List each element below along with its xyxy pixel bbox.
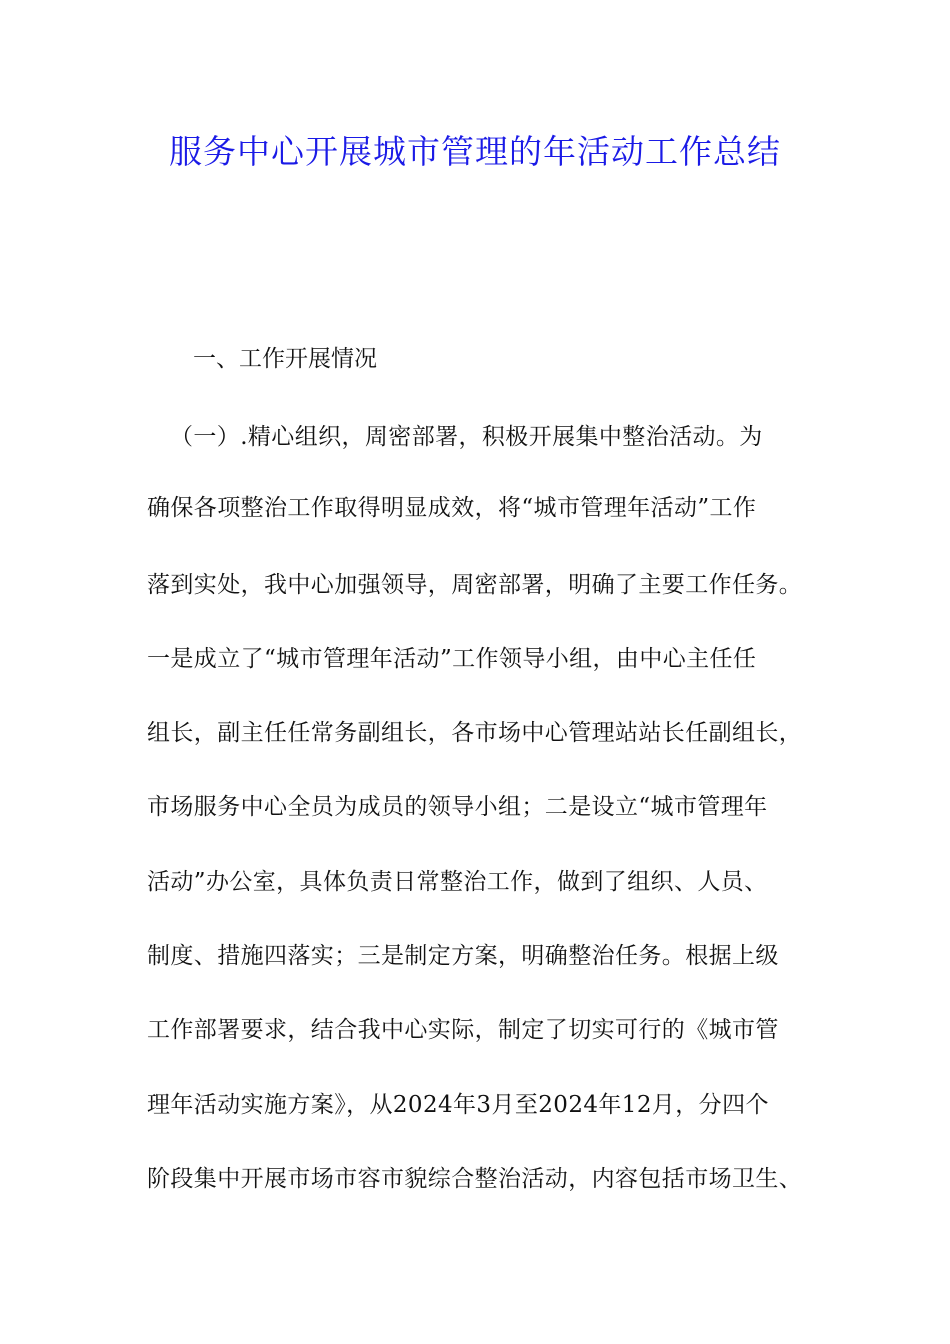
paragraph-line: 活动”办公室，具体负责日常整治工作，做到了组织、人员、 [147,869,768,895]
paragraph-line: 市场服务中心全员为成员的领导小组；二是设立“城市管理年 [147,794,768,820]
paragraph-line: 工作部署要求，结合我中心实际，制定了切实可行的《城市管 [147,1017,779,1043]
paragraph-line: 确保各项整治工作取得明显成效，将“城市管理年活动”工作 [147,495,757,521]
section-heading: 一、工作开展情况 [193,346,377,372]
paragraph-line: 组长，副主任任常务副组长，各市场中心管理站站长任副组长， [147,720,803,746]
paragraph-line: 落到实处，我中心加强领导，周密部署，明确了主要工作任务。 [147,572,803,598]
paragraph-line: 制度、措施四落实；三是制定方案，明确整治任务。根据上级 [147,943,779,969]
paragraph-line: 一是成立了“城市管理年活动”工作领导小组，由中心主任任 [147,646,757,672]
paragraph-line: （一）.精心组织，周密部署，积极开展集中整治活动。为 [170,424,763,450]
paragraph-line: 阶段集中开展市场市容市貌综合整治活动，内容包括市场卫生、 [147,1166,803,1192]
document-title: 服务中心开展城市管理的年活动工作总结 [169,132,781,171]
paragraph-line: 理年活动实施方案》，从2024年3月至2024年12月，分四个 [147,1092,769,1118]
